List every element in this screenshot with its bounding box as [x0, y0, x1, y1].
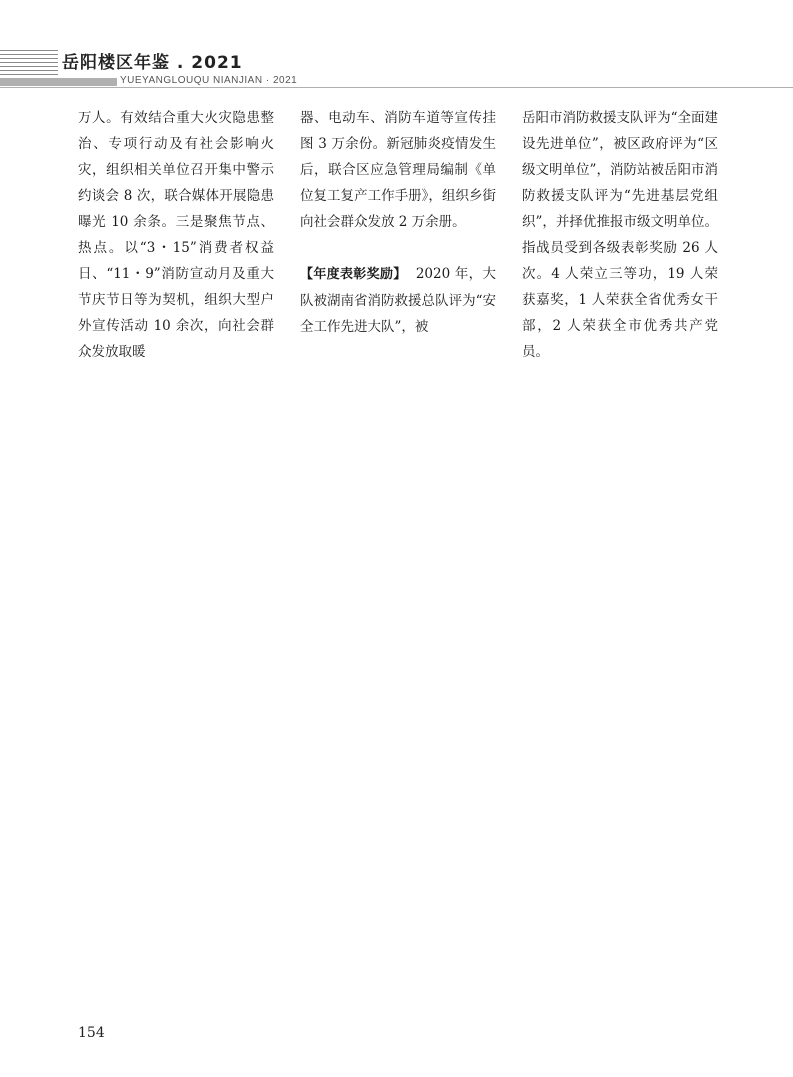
- header-bar: [0, 78, 117, 86]
- text-column-1: [78, 105, 274, 365]
- award-paragraph: [300, 261, 496, 340]
- text-column-3: [522, 105, 718, 365]
- page-number: 154: [78, 1025, 105, 1041]
- paragraph: 岳阳市消防救援支队评为“全面建设先进单位”，被区政府评为“区级文明单位”，消防站被岳阳市消防救援支队评为“先进基层党组织”，并择优推报市级文明单位。指战员受到各级表彰奖励 26 人次。4 人荣立三等功，19 人荣获嘉奖，1 人荣获全省优秀女干部，2 人荣获全市优秀共产党员。: [522, 110, 718, 360]
- header-title: 岳阳楼区年鉴 . 2021: [62, 53, 243, 73]
- paragraph: 万人。有效结合重大火灾隐患整治、专项行动及有社会影响火灾，组织相关单位召开集中警示约谈会 8 次，联合媒体开展隐患曝光 10 余条。三是聚焦节点、热点。以“3・15”消费者权益日、“11・9”消防宣动月及重大节庆节日等为契机，组织大型户外宣传活动 10 余次，向社会群众发放取暖: [78, 110, 274, 360]
- award-text: 2020 年，大队被湖南省消防救援总队评为“安全工作先进大队”，被: [300, 266, 496, 335]
- paragraph: 器、电动车、消防车道等宣传挂图 3 万余份。新冠肺炎疫情发生后，联合区应急管理局编制《单位复工复产工作手册》，组织乡街向社会群众发放 2 万余册。: [300, 110, 496, 230]
- header-rule: [0, 87, 793, 88]
- header-decoration-lines: [0, 50, 58, 78]
- text-column-2: [300, 105, 496, 340]
- header-subtitle: YUEYANGLOUQU NIANJIAN · 2021: [120, 75, 298, 86]
- award-section-label: 【年度表彰奖励】: [300, 267, 407, 282]
